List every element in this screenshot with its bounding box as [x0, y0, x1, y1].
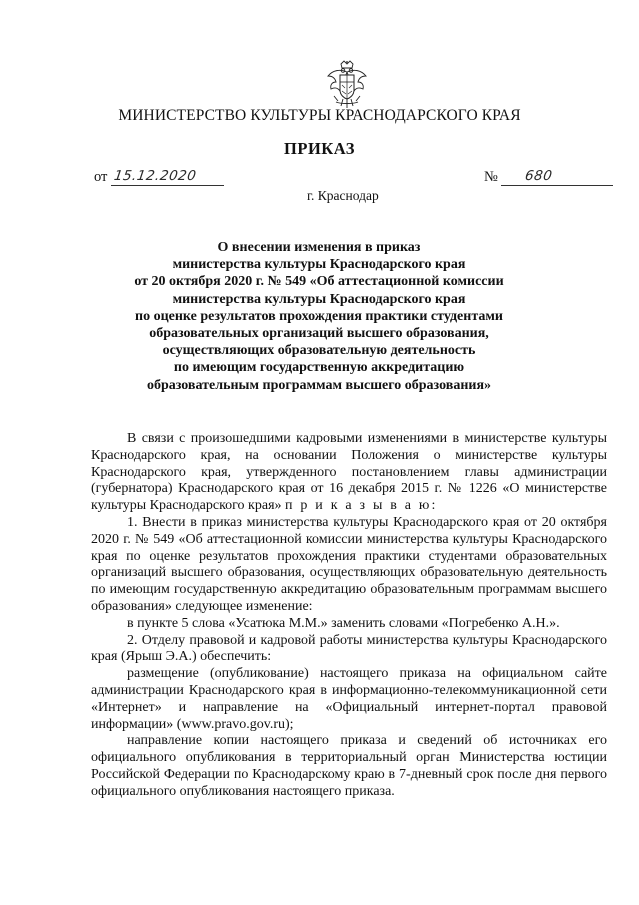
subject-line: по имеющим государственную аккредитацию [173, 360, 465, 376]
document-type-title: ПРИКАЗ [284, 139, 355, 158]
number-prefix: № [484, 169, 498, 185]
ministry-name: МИНИСТЕРСТВО КУЛЬТУРЫ КРАСНОДАРСКОГО КРАЯ [118, 107, 521, 124]
date-field [94, 168, 224, 186]
krasnodar-coat-of-arms-icon [326, 60, 368, 110]
body-paragraph-item-1: 1. Внести в приказ министерства культуры Краснодарского края от 20 октября 2020 г. № 549 «Об аттестационной комиссии министерства культуры Краснодарского края по оценке результатов прохождения практики студентами образовательных организаций высшего образования, осуществляющих образовательную деятельность по имеющим государственную аккредитацию образовательным программам высшего образования» следующее изменение: [91, 514, 607, 614]
body-paragraph-publication: размещение (опубликование) настоящего приказа на официальном сайте администрации Краснодарского края в информационно-телекоммуникационной сети «Интернет» и направление на «Официальный интернет-портал правовой информации» (www.pravo.gov.ru); [91, 666, 607, 732]
subject-line: по оценке результатов прохождения практики студентами [135, 308, 503, 324]
city-label: г. Краснодар [307, 188, 379, 203]
number-field [484, 168, 613, 186]
handwritten-date: 15.12.2020 [113, 168, 198, 184]
subject-line: О внесении изменения в приказ [217, 240, 421, 255]
order-body [91, 431, 607, 801]
date-line [111, 168, 224, 186]
subject-line: образовательных организаций высшего образования, [149, 326, 489, 342]
body-paragraph-copy: направление копии настоящего приказа и сведений об источниках его официального опубликования в территориальный орган Министерства юстиции Российской Федерации по Краснодарскому краю в 7-дневный срок после дня первого официального опубликования настоящего приказа. [91, 733, 607, 799]
body-paragraph-preamble [91, 431, 607, 515]
subject-line: министерства культуры Краснодарского края [172, 291, 466, 307]
preamble-text: В связи с произошедшими кадровыми изменениями в министерстве культуры Краснодарского края, на основании Положения о министерстве культуры Краснодарского края, утвержденного постановлением главы администрации (губернатора) Краснодарского края от 16 декабря 2015 г. № 1226 «О министерстве культуры Краснодарского края» [91, 431, 607, 514]
body-paragraph-change: в пункте 5 слова «Усатюка М.М.» заменить словами «Погребенко А.Н.». [127, 615, 560, 631]
subject-line: образовательным программам высшего образования» [146, 377, 492, 393]
subject-line: от 20 октября 2020 г. № 549 «Об аттестационной комиссии [134, 274, 504, 290]
order-subject [0, 239, 639, 394]
order-word: п р и к а з ы в а ю: [285, 498, 438, 514]
date-prefix: от [94, 169, 108, 185]
body-paragraph-item-2: 2. Отделу правовой и кадровой работы министерства культуры Краснодарского края (Ярыш Э.А.) обеспечить: [91, 632, 607, 665]
number-line [501, 168, 613, 186]
subject-line: министерства культуры Краснодарского края [172, 257, 466, 273]
subject-line: осуществляющих образовательную деятельность [162, 343, 476, 359]
handwritten-number: 680 [523, 168, 554, 184]
